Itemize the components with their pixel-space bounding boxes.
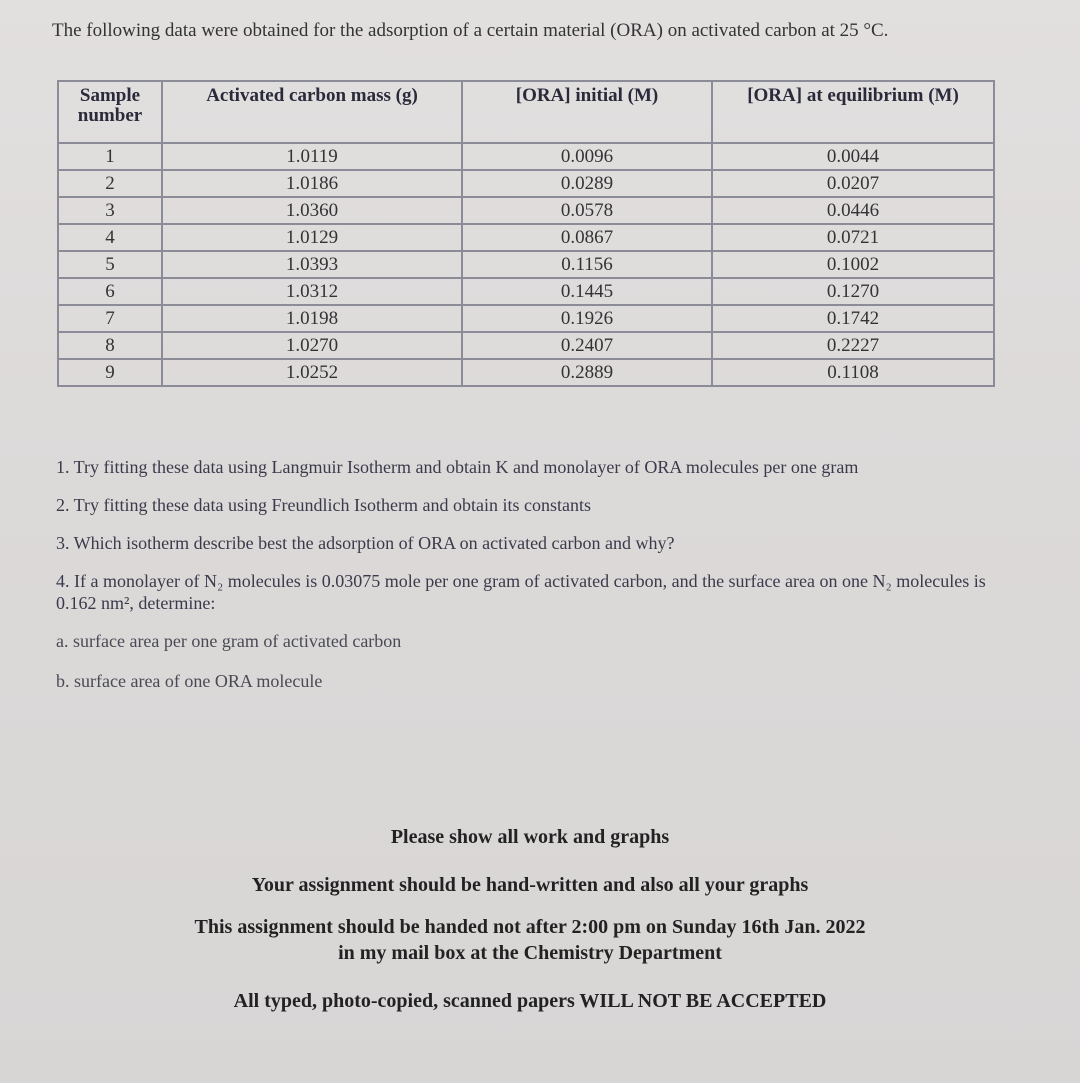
cell-sample-number: 7 xyxy=(58,305,162,332)
table-row xyxy=(58,170,994,197)
question-4: 4. If a monolayer of N₂ molecules is 0.03075 mole per one gram of activated carbon, and the surface area on one N₂ molecules is 0.162 nm², determine: xyxy=(56,571,986,613)
cell-ora-initial: 0.2889 xyxy=(462,359,712,386)
cell-ora-equilibrium: 0.0721 xyxy=(712,224,994,251)
question-2: 2. Try fitting these data using Freundlich Isotherm and obtain its constants xyxy=(56,495,591,515)
cell-sample-number: 6 xyxy=(58,278,162,305)
cell-ora-equilibrium: 0.0207 xyxy=(712,170,994,197)
table-row xyxy=(58,332,994,359)
table-header-row xyxy=(58,81,994,143)
footer-hand-written: Your assignment should be hand-written and also all your graphs xyxy=(251,874,809,896)
table-row xyxy=(58,278,994,305)
cell-carbon-mass: 1.0252 xyxy=(162,359,462,386)
cell-sample-number: 5 xyxy=(58,251,162,278)
cell-ora-initial: 0.0289 xyxy=(462,170,712,197)
cell-ora-equilibrium: 0.1270 xyxy=(712,278,994,305)
table-row xyxy=(58,305,994,332)
intro-text: The following data were obtained for the adsorption of a certain material (ORA) on activated carbon at 25 °C. xyxy=(52,20,889,41)
instructions-footer xyxy=(40,824,1020,1014)
cell-ora-initial: 0.0578 xyxy=(462,197,712,224)
question-4a: a. surface area per one gram of activated carbon xyxy=(56,631,402,651)
cell-ora-equilibrium: 0.2227 xyxy=(712,332,994,359)
footer-not-accepted: All typed, photo-copied, scanned papers WILL NOT BE ACCEPTED xyxy=(233,990,827,1012)
table-row xyxy=(58,143,994,170)
cell-sample-number: 8 xyxy=(58,332,162,359)
cell-carbon-mass: 1.0393 xyxy=(162,251,462,278)
cell-sample-number: 2 xyxy=(58,170,162,197)
cell-ora-equilibrium: 0.1002 xyxy=(712,251,994,278)
cell-ora-initial: 0.0867 xyxy=(462,224,712,251)
cell-sample-number: 3 xyxy=(58,197,162,224)
cell-carbon-mass: 1.0198 xyxy=(162,305,462,332)
cell-ora-equilibrium: 0.0044 xyxy=(712,143,994,170)
cell-carbon-mass: 1.0119 xyxy=(162,143,462,170)
cell-ora-initial: 0.0096 xyxy=(462,143,712,170)
question-3: 3. Which isotherm describe best the adsorption of ORA on activated carbon and why? xyxy=(56,533,675,553)
header-ora-initial: [ORA] initial (M) xyxy=(462,81,712,143)
footer-deadline: This assignment should be handed not after 2:00 pm on Sunday 16th Jan. 2022 xyxy=(194,916,866,938)
cell-carbon-mass: 1.0270 xyxy=(162,332,462,359)
cell-carbon-mass: 1.0312 xyxy=(162,278,462,305)
table-row xyxy=(58,359,994,386)
question-4b: b. surface area of one ORA molecule xyxy=(56,671,323,691)
table-row xyxy=(58,197,994,224)
table-row xyxy=(58,224,994,251)
cell-ora-equilibrium: 0.1742 xyxy=(712,305,994,332)
header-ora-equilibrium: [ORA] at equilibrium (M) xyxy=(712,81,994,143)
footer-show-work: Please show all work and graphs xyxy=(390,826,670,848)
cell-ora-equilibrium: 0.1108 xyxy=(712,359,994,386)
footer-mailbox: in my mail box at the Chemistry Department xyxy=(338,942,722,964)
cell-carbon-mass: 1.0360 xyxy=(162,197,462,224)
cell-carbon-mass: 1.0129 xyxy=(162,224,462,251)
adsorption-data-table xyxy=(57,80,995,387)
header-carbon-mass: Activated carbon mass (g) xyxy=(162,81,462,143)
cell-ora-equilibrium: 0.0446 xyxy=(712,197,994,224)
question-1: 1. Try fitting these data using Langmuir Isotherm and obtain K and monolayer of ORA molecules per one gram xyxy=(56,457,859,477)
table-row xyxy=(58,251,994,278)
cell-ora-initial: 0.1445 xyxy=(462,278,712,305)
cell-sample-number: 4 xyxy=(58,224,162,251)
cell-sample-number: 1 xyxy=(58,143,162,170)
cell-ora-initial: 0.2407 xyxy=(462,332,712,359)
cell-carbon-mass: 1.0186 xyxy=(162,170,462,197)
cell-sample-number: 9 xyxy=(58,359,162,386)
questions-section xyxy=(56,456,996,710)
cell-ora-initial: 0.1926 xyxy=(462,305,712,332)
cell-ora-initial: 0.1156 xyxy=(462,251,712,278)
header-sample-number: Sample number xyxy=(58,81,162,143)
